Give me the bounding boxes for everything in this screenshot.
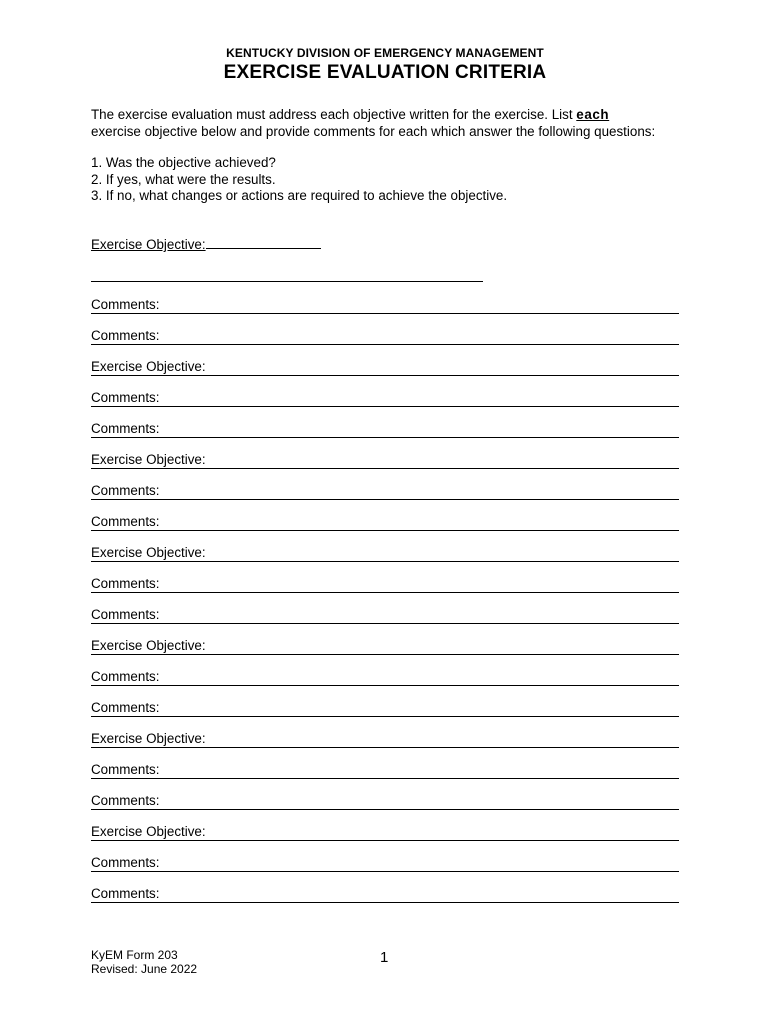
comments-field[interactable]	[91, 669, 679, 686]
field-label: Exercise Objective:	[91, 731, 206, 746]
comments-field[interactable]	[91, 855, 679, 872]
exercise-objective-field[interactable]	[91, 824, 679, 841]
field-label: Comments:	[91, 607, 160, 622]
field-label: Exercise Objective:	[91, 359, 206, 374]
field-label: Comments:	[91, 514, 160, 529]
comments-field[interactable]	[91, 793, 679, 810]
field-label: Comments:	[91, 793, 160, 808]
field-label: Exercise Objective:	[91, 452, 206, 467]
form-number: KyEM Form 203	[91, 948, 178, 962]
field-label: Comments:	[91, 700, 160, 715]
comments-field[interactable]	[91, 483, 679, 500]
first-objective-field[interactable]	[91, 235, 321, 252]
field-label: Comments:	[91, 483, 160, 498]
comments-field[interactable]	[91, 576, 679, 593]
objective-continuation-line[interactable]	[91, 281, 483, 282]
exercise-objective-field[interactable]	[91, 638, 679, 655]
comments-field[interactable]	[91, 421, 679, 438]
objective-label: Exercise Objective:	[91, 237, 206, 252]
revision-date: Revised: June 2022	[91, 962, 198, 976]
field-label: Exercise Objective:	[91, 545, 206, 560]
exercise-objective-field[interactable]	[91, 452, 679, 469]
question-item: 3. If no, what changes or actions are required to achieve the objective.	[91, 188, 508, 203]
field-label: Comments:	[91, 576, 160, 591]
comments-field[interactable]	[91, 886, 679, 903]
field-label: Comments:	[91, 855, 160, 870]
field-label: Comments:	[91, 390, 160, 405]
instructions-text: The exercise evaluation must address each objective written for the exercise. List	[91, 107, 577, 122]
field-label: Comments:	[91, 328, 160, 343]
field-label: Comments:	[91, 421, 160, 436]
instructions-emphasis: each	[576, 107, 610, 122]
question-item: 2. If yes, what were the results.	[91, 171, 276, 187]
comments-field[interactable]	[91, 297, 679, 314]
field-label: Comments:	[91, 297, 160, 312]
agency-name: KENTUCKY DIVISION OF EMERGENCY MANAGEMENT	[226, 46, 544, 60]
field-label: Exercise Objective:	[91, 638, 206, 653]
instructions-text-2: exercise objective below and provide comments for each which answer the following questions:	[91, 123, 656, 139]
field-label: Comments:	[91, 762, 160, 777]
field-label: Comments:	[91, 669, 160, 684]
objective-fill-line[interactable]	[206, 235, 321, 249]
question-list	[91, 155, 691, 205]
exercise-objective-field[interactable]	[91, 731, 679, 748]
instructions	[91, 107, 691, 140]
comments-field[interactable]	[91, 700, 679, 717]
footer-form-info	[91, 948, 197, 976]
exercise-objective-field[interactable]	[91, 359, 679, 376]
comments-field[interactable]	[91, 390, 679, 407]
field-label: Exercise Objective:	[91, 824, 206, 839]
comments-field[interactable]	[91, 514, 679, 531]
page-number: 1	[380, 949, 389, 966]
comments-field[interactable]	[91, 762, 679, 779]
comments-field[interactable]	[91, 328, 679, 345]
comments-field[interactable]	[91, 607, 679, 624]
exercise-objective-field[interactable]	[91, 545, 679, 562]
field-label: Comments:	[91, 886, 160, 901]
form-title: EXERCISE EVALUATION CRITERIA	[223, 62, 547, 83]
question-item: 1. Was the objective achieved?	[91, 155, 276, 170]
